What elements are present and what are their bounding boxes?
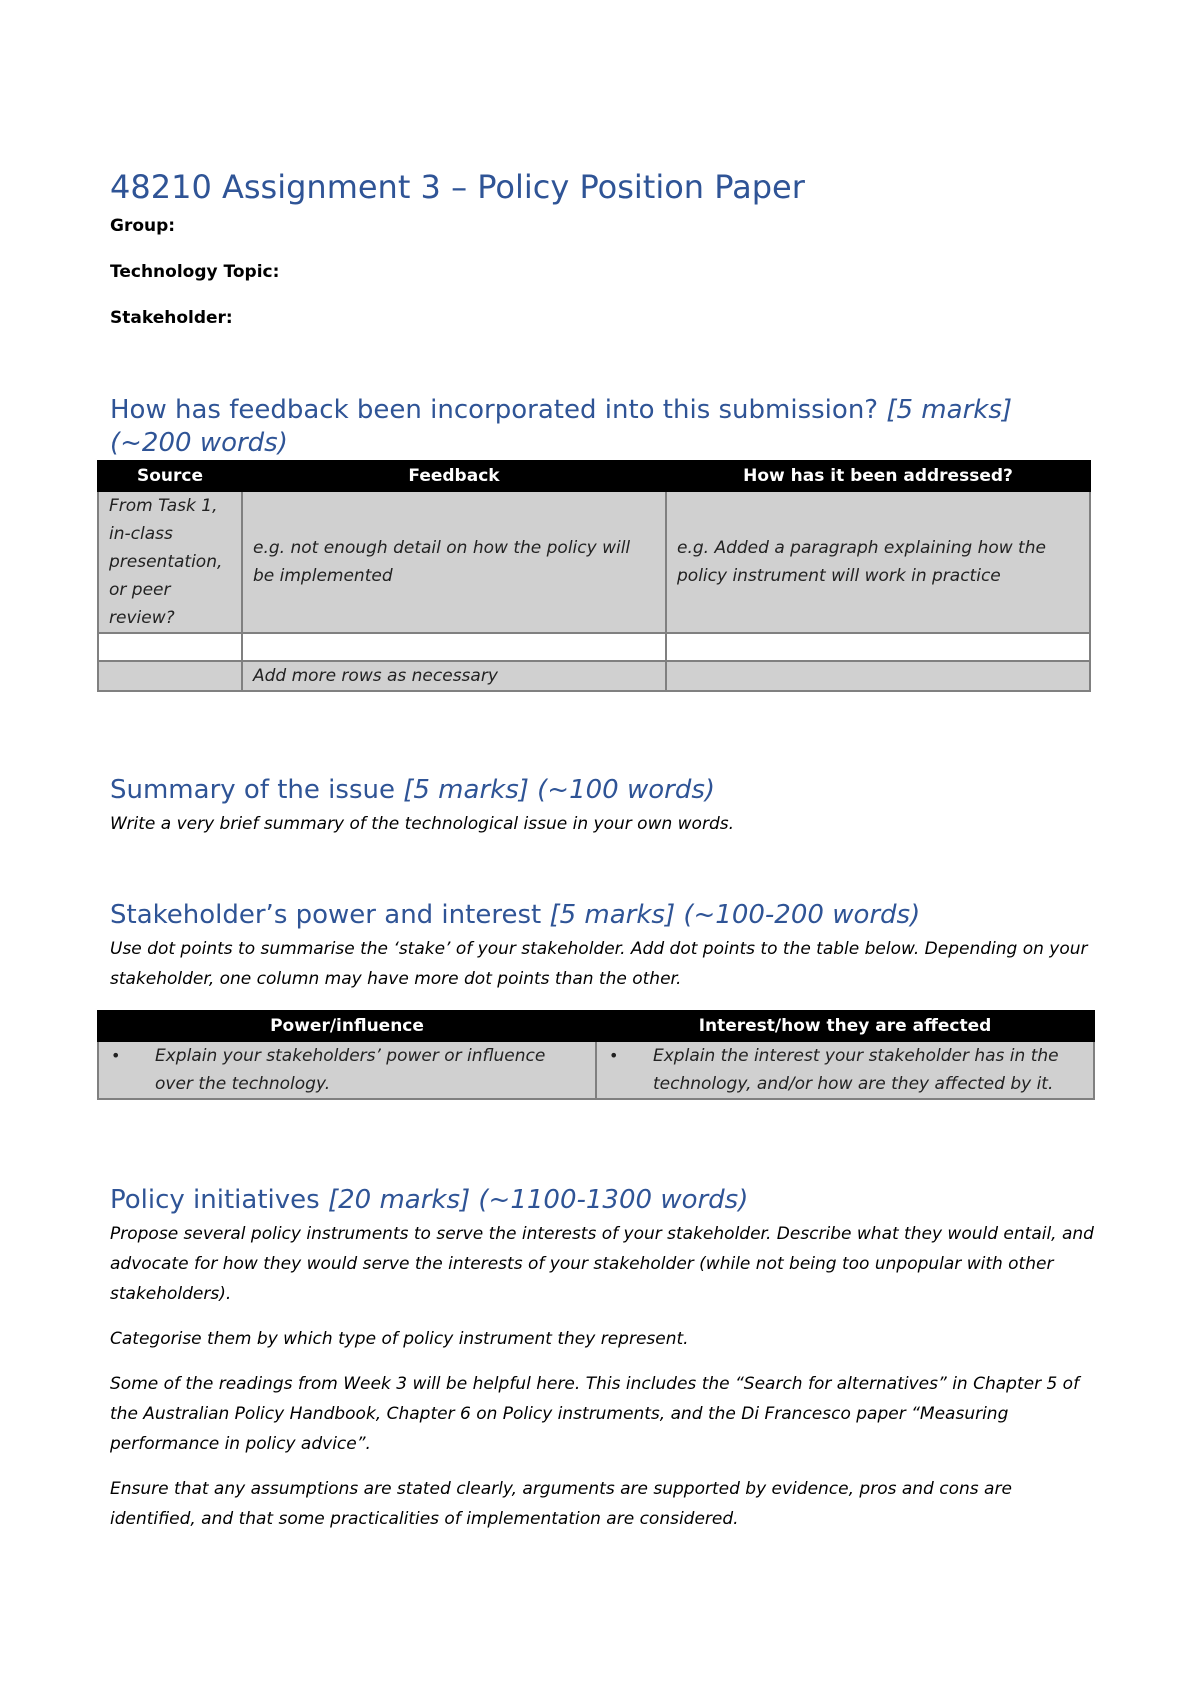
stakeholder-table-header (98, 1011, 1094, 1041)
table-row (98, 1041, 1094, 1099)
table-row (98, 661, 1090, 691)
feedback-heading (110, 394, 1070, 460)
policy-paragraph-2: Categorise them by which type of policy instrument they represent. (110, 1329, 689, 1349)
summary-heading (110, 774, 1070, 807)
table-row (98, 633, 1090, 661)
policy-heading (110, 1184, 1070, 1217)
policy-paragraph-1: Propose several policy instruments to serve the interests of your stakeholder. Describe what they would entail, and advocate for how they would serve the interests of your stakeholder (while not being too unpopular with other stakeholders). (110, 1224, 1094, 1304)
stakeholder-heading (110, 899, 1070, 932)
feedback-table (97, 460, 1091, 692)
summary-marks: [5 marks] (~100 words) (403, 775, 716, 805)
column-header-interest: Interest/how they are affected (596, 1011, 1094, 1041)
table-cell-power[interactable] (98, 1041, 596, 1099)
table-cell-interest[interactable] (596, 1041, 1094, 1099)
bullet-icon: • (111, 1046, 121, 1065)
feedback-heading-text: How has feedback been incorporated into this submission? (110, 395, 879, 425)
table-cell-addressed[interactable]: e.g. Added a paragraph explaining how the policy instrument will work in practice (666, 491, 1090, 633)
table-row (98, 491, 1090, 633)
column-header-feedback: Feedback (242, 461, 666, 491)
table-cell-source[interactable] (98, 661, 242, 691)
column-header-source: Source (98, 461, 242, 491)
column-header-addressed: How has it been addressed? (666, 461, 1090, 491)
table-cell-feedback[interactable]: Add more rows as necessary (242, 661, 666, 691)
column-header-power: Power/influence (98, 1011, 596, 1041)
bullet-icon: • (609, 1046, 619, 1065)
policy-marks: [20 marks] (~1100-1300 words) (327, 1185, 749, 1215)
table-cell-feedback[interactable]: e.g. not enough detail on how the policy will be implemented (242, 491, 666, 633)
stakeholder-instruction: Use dot points to summarise the ‘stake’ of your stakeholder. Add dot points to the table below. Depending on your stakeholder, one column may have more dot points than the other. (110, 939, 1088, 989)
policy-paragraph-4: Ensure that any assumptions are stated clearly, arguments are supported by evidence, pros and cons are identified, and that some practicalities of implementation are considered. (110, 1479, 1012, 1529)
stakeholder-heading-text: Stakeholder’s power and interest (110, 900, 542, 930)
interest-text: Explain the interest your stakeholder has in the technology, and/or how are they affected by it. (653, 1046, 1059, 1094)
table-cell-source[interactable]: From Task 1, in-class presentation, or peer review? (98, 491, 242, 633)
policy-paragraph-3: Some of the readings from Week 3 will be helpful here. This includes the “Search for alternatives” in Chapter 5 of the Australian Policy Handbook, Chapter 6 on Policy instruments, and the Di Francesco paper “Measuring performance in policy advice”. (110, 1374, 1080, 1454)
group-label: Group: (110, 216, 176, 236)
feedback-table-header (98, 461, 1090, 491)
summary-heading-text: Summary of the issue (110, 775, 395, 805)
technology-topic-label: Technology Topic: (110, 262, 280, 282)
table-cell-feedback[interactable] (242, 633, 666, 661)
power-text: Explain your stakeholders’ power or influence over the technology. (155, 1046, 546, 1094)
document-title: 48210 Assignment 3 – Policy Position Paper (110, 168, 805, 206)
summary-instruction: Write a very brief summary of the technological issue in your own words. (110, 814, 734, 834)
table-cell-addressed[interactable] (666, 633, 1090, 661)
stakeholder-marks: [5 marks] (~100-200 words) (549, 900, 921, 930)
table-cell-addressed[interactable] (666, 661, 1090, 691)
feedback-marks: [5 marks] (~200 words) (110, 395, 1013, 458)
stakeholder-table (97, 1010, 1095, 1100)
policy-heading-text: Policy initiatives (110, 1185, 320, 1215)
table-cell-source[interactable] (98, 633, 242, 661)
stakeholder-label: Stakeholder: (110, 308, 233, 328)
